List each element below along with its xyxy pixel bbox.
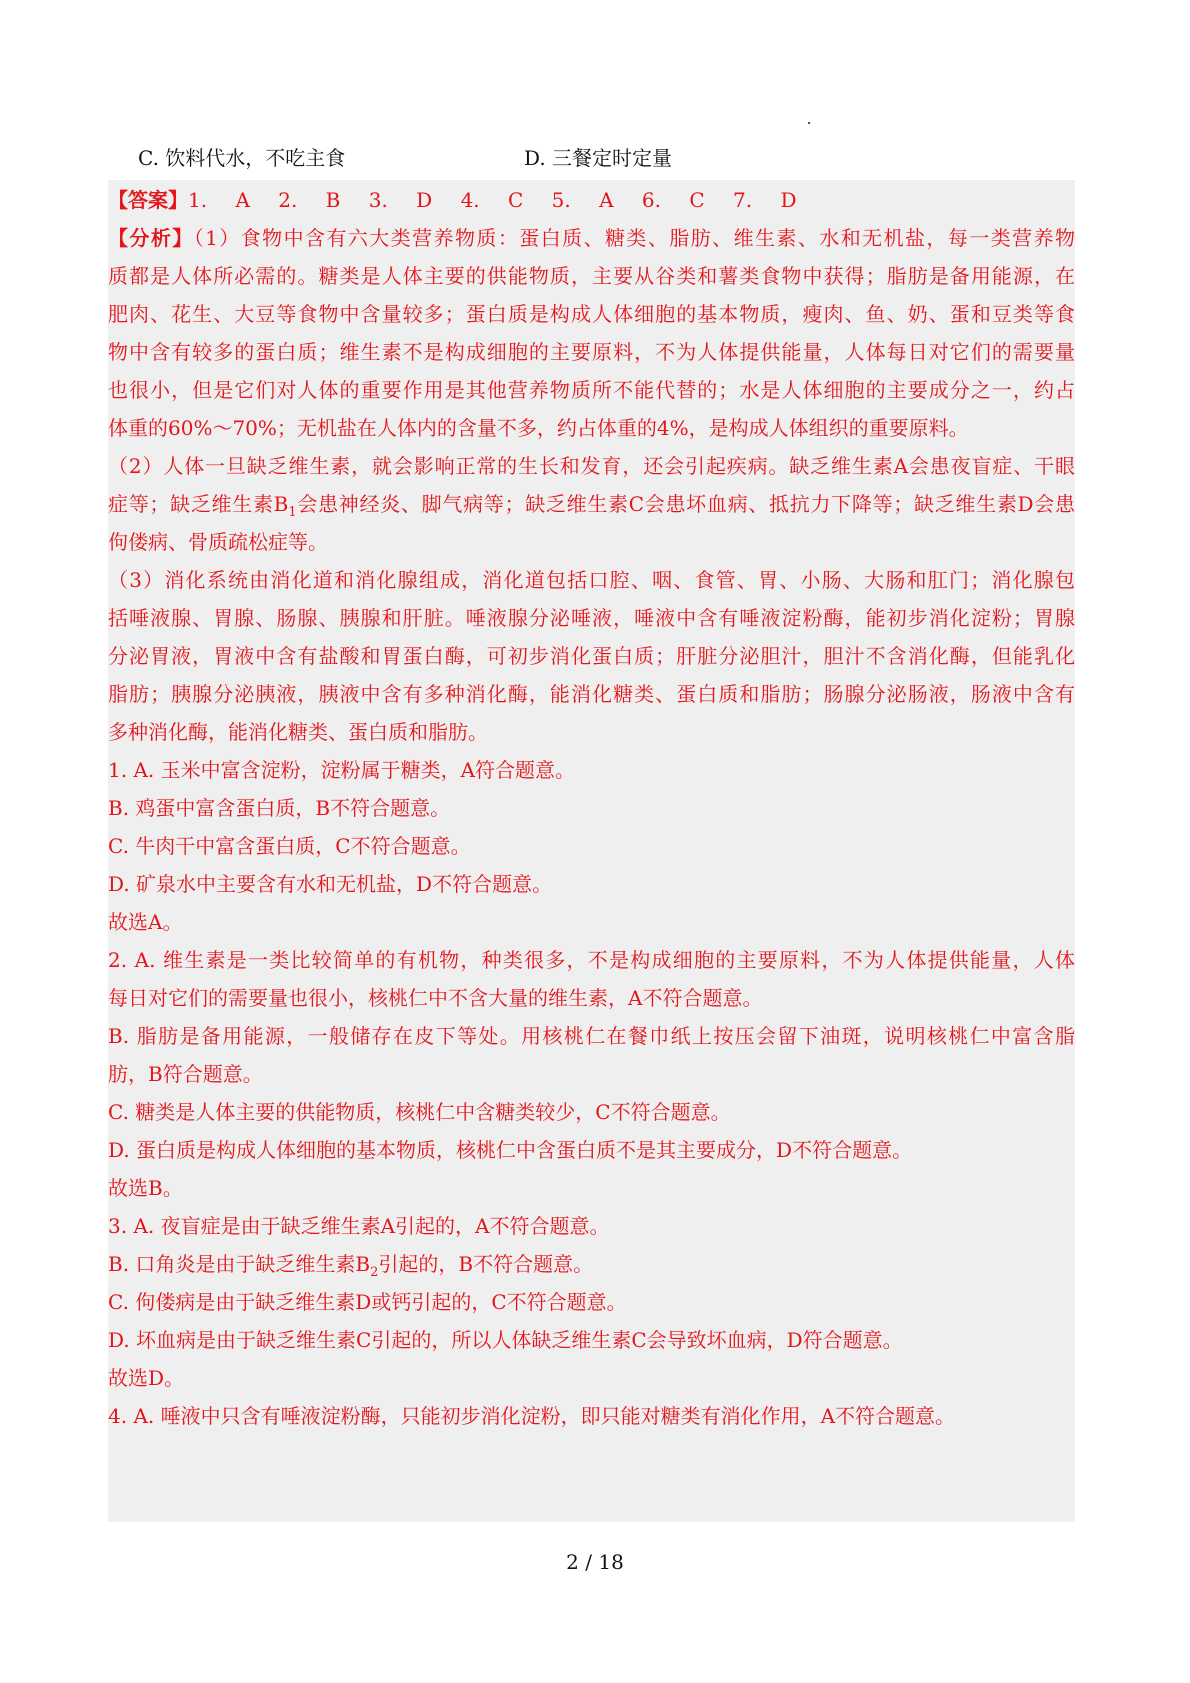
- q3-text: B. 口角炎是由于缺乏维生素B: [108, 1252, 371, 1276]
- vitamin-paragraph-line: 佝偻病、骨质疏松症等。: [108, 530, 328, 554]
- digestion-paragraph-line: 分泌胃液，胃液中含有盐酸和胃蛋白酶，可初步消化蛋白质；肝脏分泌胆汁，胆汁不含消化酶，但能乳化: [108, 644, 1075, 668]
- q2-explanation-line: C. 糖类是人体主要的供能物质，核桃仁中含糖类较少，C不符合题意。: [108, 1100, 731, 1124]
- question-options: [138, 140, 1150, 176]
- analysis-paragraph-line: 质都是人体所必需的。糖类是人体主要的供能物质，主要从谷类和薯类食物中获得；脂肪是备用能源，在: [108, 264, 1075, 288]
- vitamin-paragraph-line: [108, 484, 1075, 524]
- analysis-paragraph-line: [108, 218, 1075, 258]
- q4-explanation-line: 4. A. 唾液中只含有唾液淀粉酶，只能初步消化淀粉，即只能对糖类有消化作用，A不符合题意。: [108, 1404, 956, 1428]
- q1-explanation-line: 1. A. 玉米中富含淀粉，淀粉属于糖类，A符合题意。: [108, 758, 576, 782]
- q3-explanation-line: C. 佝偻病是由于缺乏维生素D或钙引起的，C不符合题意。: [108, 1290, 627, 1314]
- analysis-text: （1）食物中含有六大类营养物质：蛋白质、糖类、脂肪、维生素、水和无机盐，每一类营养物: [193, 226, 1075, 250]
- digestion-paragraph-line: 括唾液腺、胃腺、肠腺、胰腺和肝脏。唾液腺分泌唾液，唾液中含有唾液淀粉酶，能初步消化淀粉；胃腺: [108, 606, 1075, 630]
- answer-key-line: [108, 180, 1075, 220]
- vitamin-paragraph-line: （2）人体一旦缺乏维生素，就会影响正常的生长和发育，还会引起疾病。缺乏维生素A会患夜盲症、干眼: [108, 454, 1075, 478]
- subscript: 1: [288, 505, 297, 520]
- analysis-heading: 【分析】: [108, 226, 194, 250]
- analysis-paragraph-line: 体重的60%～70%；无机盐在人体内的含量不多，约占体重的4%，是构成人体组织的重要原料。: [108, 416, 969, 440]
- option-c: C. 饮料代水，不吃主食: [138, 146, 346, 170]
- vitamin-text: 症等；缺乏维生素B: [108, 492, 289, 516]
- subscript: 2: [370, 1265, 379, 1280]
- digestion-paragraph-line: 多种消化酶，能消化糖类、蛋白质和脂肪。: [108, 720, 488, 744]
- answer-key: 1. A 2. B 3. D 4. C 5. A 6. C 7. D: [188, 188, 797, 212]
- q2-conclusion: 故选B。: [108, 1176, 183, 1200]
- q2-explanation-line: B. 脂肪是备用能源，一般储存在皮下等处。用核桃仁在餐巾纸上按压会留下油斑，说明核桃仁中富含脂: [108, 1024, 1075, 1048]
- q3-text: 引起的，B不符合题意。: [378, 1252, 594, 1276]
- q2-explanation-line: 每日对它们的需要量也很小，核桃仁中不含大量的维生素，A不符合题意。: [108, 986, 763, 1010]
- q1-conclusion: 故选A。: [108, 910, 183, 934]
- q2-explanation-line: 2. A. 维生素是一类比较简单的有机物，种类很多，不是构成细胞的主要原料，不为人体提供能量，人体: [108, 948, 1075, 972]
- q1-explanation-line: D. 矿泉水中主要含有水和无机盐，D不符合题意。: [108, 872, 553, 896]
- q3-explanation-line: [108, 1244, 1075, 1284]
- q3-explanation-line: 3. A. 夜盲症是由于缺乏维生素A引起的，A不符合题意。: [108, 1214, 610, 1238]
- q3-conclusion: 故选D。: [108, 1366, 185, 1390]
- page-number: 2 / 18: [566, 1550, 624, 1574]
- q3-explanation-line: D. 坏血病是由于缺乏维生素C引起的，所以人体缺乏维生素C会导致坏血病，D符合题意。: [108, 1328, 903, 1352]
- answer-analysis-block: [108, 180, 1075, 1522]
- vitamin-text: 会患神经炎、脚气病等；缺乏维生素C会患坏血病、抵抗力下降等；缺乏维生素D会患: [296, 492, 1075, 516]
- digestion-paragraph-line: （3）消化系统由消化道和消化腺组成，消化道包括口腔、咽、食管、胃、小肠、大肠和肛门；消化腺包: [108, 568, 1075, 592]
- q2-explanation-line: D. 蛋白质是构成人体细胞的基本物质，核桃仁中含蛋白质不是其主要成分，D不符合题意。: [108, 1138, 913, 1162]
- answer-heading: 【答案】: [108, 188, 188, 212]
- q1-explanation-line: C. 牛肉干中富含蛋白质，C不符合题意。: [108, 834, 471, 858]
- analysis-paragraph-line: 肥肉、花生、大豆等食物中含量较多；蛋白质是构成人体细胞的基本物质，瘦肉、鱼、奶、蛋和豆类等食: [108, 302, 1075, 326]
- q1-explanation-line: B. 鸡蛋中富含蛋白质，B不符合题意。: [108, 796, 451, 820]
- analysis-paragraph-line: 也很小，但是它们对人体的重要作用是其他营养物质所不能代替的；水是人体细胞的主要成分之一，约占: [108, 378, 1075, 402]
- option-d: D. 三餐定时定量: [524, 146, 673, 170]
- stray-mark: [808, 122, 810, 124]
- analysis-paragraph-line: 物中含有较多的蛋白质；维生素不是构成细胞的主要原料，不为人体提供能量，人体每日对它们的需要量: [108, 340, 1075, 364]
- digestion-paragraph-line: 脂肪；胰腺分泌胰液，胰液中含有多种消化酶，能消化糖类、蛋白质和脂肪；肠腺分泌肠液，肠液中含有: [108, 682, 1075, 706]
- q2-explanation-line: 肪，B符合题意。: [108, 1062, 263, 1086]
